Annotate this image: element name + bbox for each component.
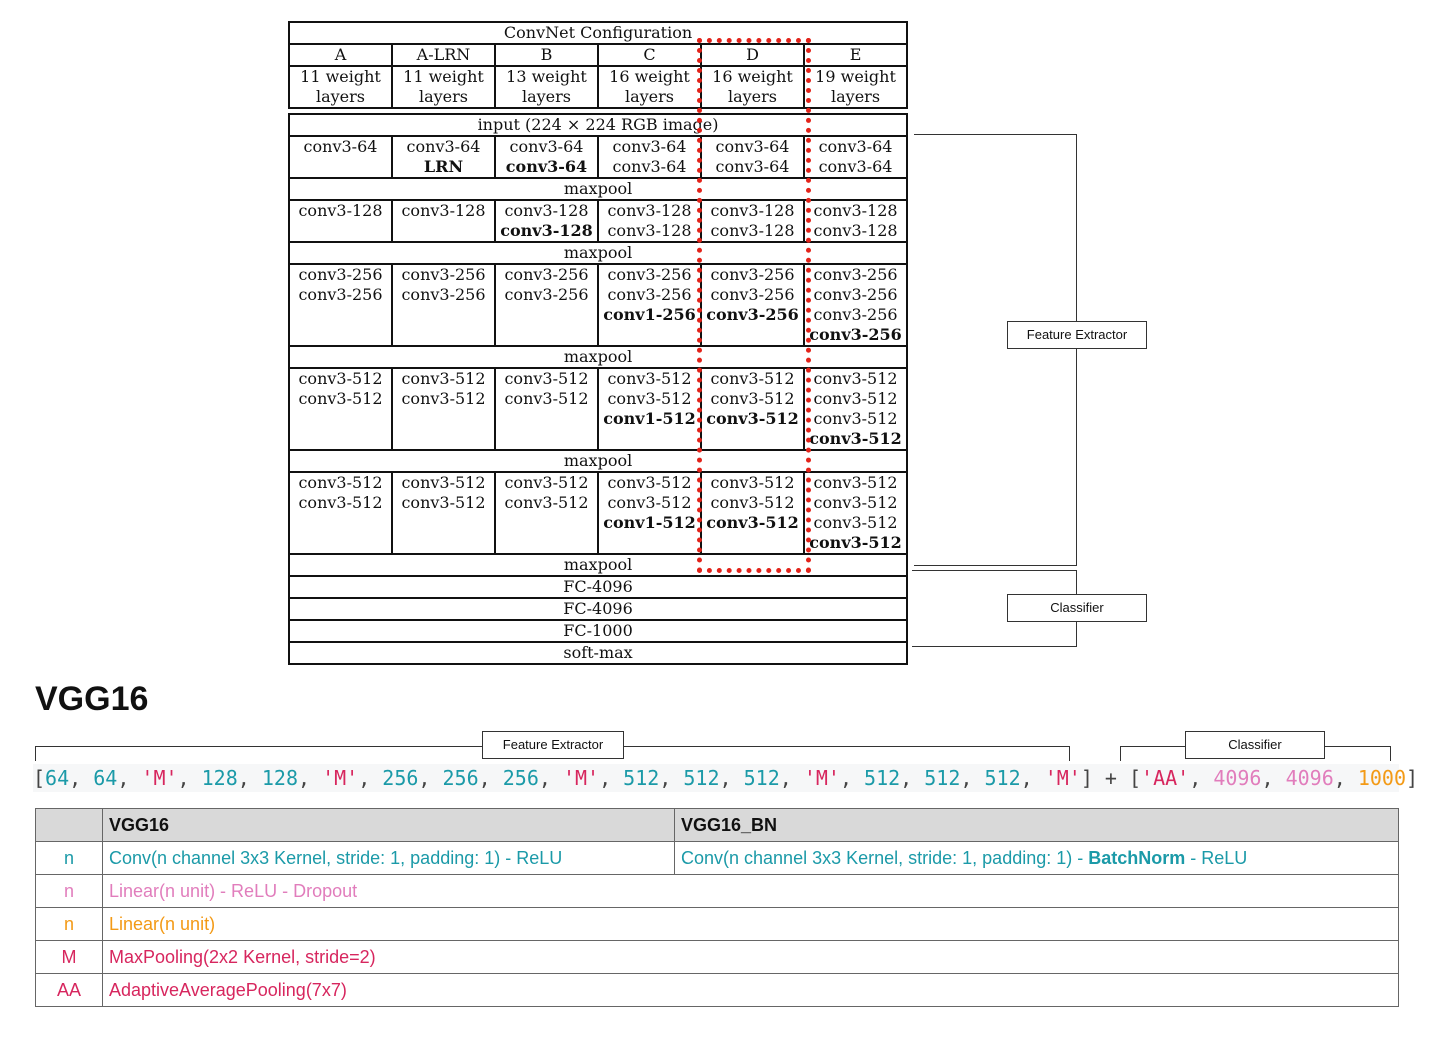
column-name: C [598, 44, 701, 66]
column-name: A-LRN [392, 44, 495, 66]
legend-row-maxpool [36, 941, 1399, 974]
layer-label: conv3-512 [298, 493, 383, 512]
code-token: , [538, 766, 563, 790]
layer-label: conv3-512 [298, 473, 383, 492]
column-desc-line: layers [315, 87, 366, 106]
batchnorm-text: BatchNorm [1088, 847, 1186, 868]
legend-conv-vgg16: Conv(n channel 3x3 Kernel, stride: 1, padding: 1) - ReLU [103, 842, 675, 875]
bn-prefix: Conv(n channel 3x3 Kernel, stride: 1, padding: 1) - [681, 847, 1089, 868]
vgg16-config-code [33, 764, 1419, 792]
legend-conv-vgg16-bn [675, 842, 1399, 875]
legend-symbol: n [36, 842, 103, 875]
legend-symbol: n [36, 875, 103, 908]
tail-row-label-row [289, 642, 907, 664]
code-token: , [1189, 766, 1214, 790]
legend-aa-text: AdaptiveAveragePooling(7x7) [103, 974, 1399, 1007]
vgg16-title: VGG16 [35, 680, 149, 718]
conv-block-cell [804, 264, 907, 346]
maxpool-label-row [289, 346, 907, 368]
code-token: 512 [924, 766, 961, 790]
legend-header-vgg16-bn: VGG16_BN [675, 809, 1399, 842]
layer-label: conv3-512 [401, 493, 486, 512]
layer-label: conv3-64 [406, 137, 481, 156]
layer-label: conv1-512 [603, 513, 696, 532]
conv-block-row [289, 264, 907, 346]
layer-label: conv3-512 [504, 493, 589, 512]
code-token: ] [1080, 766, 1093, 790]
code-token: + [1092, 766, 1129, 790]
code-token: [ [33, 766, 46, 790]
code-token: 64 [45, 766, 70, 790]
config-title-row [289, 22, 907, 44]
layer-label: conv3-512 [710, 369, 795, 388]
code-token: 256 [502, 766, 539, 790]
conv-block-cell [598, 472, 701, 554]
conv-block-cell [289, 264, 392, 346]
legend-row-conv [36, 842, 1399, 875]
layer-label: conv3-64 [818, 137, 893, 156]
classifier-label: Classifier [1007, 594, 1147, 622]
code-token: , [358, 766, 383, 790]
maxpool-label: maxpool [289, 178, 907, 200]
code-token: ] [1406, 766, 1419, 790]
conv-block-row [289, 368, 907, 450]
code-token: 512 [984, 766, 1021, 790]
code-token: , [900, 766, 925, 790]
column-desc-line: layers [727, 87, 778, 106]
legend-symbol: AA [36, 974, 103, 1007]
layer-label: conv3-64 [509, 137, 584, 156]
legend-linear-text: Linear(n unit) - ReLU - Dropout [103, 875, 1399, 908]
conv-block-cell [701, 200, 804, 242]
code-token: 'M' [141, 766, 178, 790]
layer-label: conv3-512 [813, 369, 898, 388]
conv-block-cell [495, 136, 598, 178]
layer-label: conv3-128 [500, 221, 593, 240]
code-token: , [418, 766, 443, 790]
column-desc [392, 66, 495, 108]
layer-label: conv3-512 [813, 513, 898, 532]
layer-label: conv3-128 [813, 201, 898, 220]
layer-label: conv3-64 [612, 137, 687, 156]
legend-header-vgg16: VGG16 [103, 809, 675, 842]
conv-block-cell [495, 368, 598, 450]
layer-label: conv3-512 [607, 369, 692, 388]
conv-block-cell [804, 472, 907, 554]
conv-block-cell [495, 264, 598, 346]
code-token: , [237, 766, 262, 790]
layer-label: conv3-512 [710, 473, 795, 492]
column-desc [598, 66, 701, 108]
code-token: , [839, 766, 865, 790]
column-name: B [495, 44, 598, 66]
conv-block-cell [804, 136, 907, 178]
config-title: ConvNet Configuration [289, 22, 907, 44]
layer-label: conv3-128 [504, 201, 589, 220]
layer-label: conv3-128 [710, 201, 795, 220]
layer-label: conv3-256 [813, 305, 898, 324]
layer-label: conv3-512 [813, 409, 898, 428]
layer-label: conv3-512 [401, 389, 486, 408]
code-feature-extractor-label: Feature Extractor [482, 731, 624, 759]
conv-block-cell [392, 368, 495, 450]
layer-label: conv3-256 [504, 265, 589, 284]
tail-row-label-row [289, 554, 907, 576]
layer-label: conv3-128 [813, 221, 898, 240]
code-token: , [659, 766, 684, 790]
column-desc [289, 66, 392, 108]
layer-label: conv3-512 [298, 369, 383, 388]
conv-block-cell [289, 472, 392, 554]
input-row-label: input (224 × 224 RGB image) [289, 114, 907, 136]
conv-block-row [289, 136, 907, 178]
code-token: 128 [261, 766, 298, 790]
layer-label: conv3-512 [607, 473, 692, 492]
convnet-config-table [288, 21, 906, 665]
feature-extractor-label: Feature Extractor [1007, 321, 1147, 349]
layer-label: conv1-512 [603, 409, 696, 428]
code-token: , [69, 766, 94, 790]
column-desc-line: layers [831, 87, 881, 106]
layer-label: conv3-512 [809, 429, 902, 448]
layer-label: conv3-64 [505, 157, 588, 176]
maxpool-label: maxpool [289, 242, 907, 264]
code-token: , [1333, 766, 1358, 790]
conv-block-cell [598, 368, 701, 450]
code-token: 512 [864, 766, 901, 790]
conv-block-cell [804, 368, 907, 450]
code-token: 1000 [1357, 766, 1407, 790]
conv-block-cell [289, 368, 392, 450]
code-token: , [1261, 766, 1286, 790]
column-desc-line: layers [624, 87, 675, 106]
layer-label: conv1-256 [603, 305, 696, 324]
layer-label: conv3-256 [298, 265, 383, 284]
conv-block-cell [495, 472, 598, 554]
layer-label: conv3-512 [813, 493, 898, 512]
bn-suffix: - ReLU [1185, 847, 1248, 868]
layer-label: conv3-128 [710, 221, 795, 240]
code-token: , [1020, 766, 1045, 790]
layer-label: conv3-512 [504, 389, 589, 408]
column-desc-line: layers [418, 87, 469, 106]
layer-label: conv3-512 [607, 389, 692, 408]
code-token: 128 [201, 766, 238, 790]
code-token: , [297, 766, 323, 790]
maxpool-label: maxpool [289, 346, 907, 368]
code-classifier-label: Classifier [1185, 731, 1325, 759]
layer-label: conv3-256 [607, 285, 692, 304]
layer-label: conv3-128 [607, 221, 692, 240]
column-desc-line: 16 weight [712, 67, 793, 86]
conv-block-cell [701, 368, 804, 450]
code-token: 512 [623, 766, 660, 790]
legend-row-linear [36, 875, 1399, 908]
column-name: A [289, 44, 392, 66]
conv-block-cell [598, 136, 701, 178]
code-token: , [599, 766, 624, 790]
layer-label: conv3-512 [401, 473, 486, 492]
tail-row-label-row [289, 576, 907, 598]
tail-row-label: FC-4096 [289, 576, 907, 598]
column-desc-line: 11 weight [403, 67, 484, 86]
layer-label: conv3-512 [813, 473, 898, 492]
conv-block-cell [804, 200, 907, 242]
layer-label: conv3-512 [504, 369, 589, 388]
layer-label: conv3-64 [715, 157, 790, 176]
layer-label: conv3-512 [607, 493, 692, 512]
code-token: , [960, 766, 985, 790]
code-token: 256 [442, 766, 479, 790]
column-desc [804, 66, 907, 108]
tail-row-label-row [289, 620, 907, 642]
feature-extractor-bracket [914, 134, 1077, 566]
code-token: , [719, 766, 744, 790]
layer-label: conv3-512 [710, 493, 795, 512]
conv-block-cell [701, 136, 804, 178]
conv-block-cell [392, 264, 495, 346]
code-token: , [177, 766, 202, 790]
conv-block-cell [289, 136, 392, 178]
legend-symbol: M [36, 941, 103, 974]
legend-symbol: n [36, 908, 103, 941]
layer-label: conv3-256 [813, 285, 898, 304]
layer-label: conv3-64 [818, 157, 893, 176]
legend-row-adaptive-avg-pool [36, 974, 1399, 1007]
conv-block-row [289, 472, 907, 554]
layer-label: LRN [423, 157, 464, 176]
layer-label: conv3-256 [710, 285, 795, 304]
maxpool-label: maxpool [289, 450, 907, 472]
legend-header-symbol [36, 809, 103, 842]
code-token: 'M' [1044, 766, 1081, 790]
legend-header-row [36, 809, 1399, 842]
layer-label: conv3-256 [706, 305, 799, 324]
layer-label: conv3-64 [715, 137, 790, 156]
layer-label: conv3-256 [607, 265, 692, 284]
conv-block-cell [392, 472, 495, 554]
layer-label: conv3-512 [813, 389, 898, 408]
code-token: 512 [683, 766, 720, 790]
code-token: 512 [743, 766, 780, 790]
layer-label: conv3-512 [504, 473, 589, 492]
layer-label: conv3-256 [401, 285, 486, 304]
legend-row-final-linear [36, 908, 1399, 941]
maxpool-label-row [289, 450, 907, 472]
code-token: 64 [93, 766, 118, 790]
tail-row-label: soft-max [289, 642, 907, 664]
maxpool-label-row [289, 242, 907, 264]
layer-label: conv3-256 [710, 265, 795, 284]
layer-label: conv3-256 [401, 265, 486, 284]
conv-block-row [289, 200, 907, 242]
layer-label: conv3-512 [401, 369, 486, 388]
tail-row-label-row [289, 598, 907, 620]
column-desc-line: 19 weight [815, 67, 896, 86]
tail-row-label: maxpool [289, 554, 907, 576]
code-token: , [478, 766, 503, 790]
layer-label: conv3-256 [813, 265, 898, 284]
layer-label: conv3-256 [504, 285, 589, 304]
layer-label: conv3-128 [607, 201, 692, 220]
conv-block-cell [598, 200, 701, 242]
column-desc-line: 11 weight [300, 67, 381, 86]
code-token: 256 [382, 766, 419, 790]
code-token: , [779, 766, 804, 790]
code-token: 'M' [562, 766, 600, 790]
input-row-label-row [289, 114, 907, 136]
code-token: 'M' [803, 766, 840, 790]
column-name: E [804, 44, 907, 66]
conv-block-cell [701, 472, 804, 554]
config-table [288, 21, 908, 665]
layer-label: conv3-512 [706, 409, 799, 428]
layer-label: conv3-128 [401, 201, 486, 220]
conv-block-cell [289, 200, 392, 242]
layer-legend-table [35, 808, 1399, 1007]
conv-block-cell [495, 200, 598, 242]
layer-label: conv3-256 [298, 285, 383, 304]
layer-label: conv3-512 [809, 533, 902, 552]
code-token: 4096 [1213, 766, 1262, 790]
column-desc [495, 66, 598, 108]
column-desc-line: layers [521, 87, 572, 106]
conv-block-cell [598, 264, 701, 346]
tail-row-label: FC-4096 [289, 598, 907, 620]
column-header-row [289, 44, 907, 66]
layer-label: conv3-512 [298, 389, 383, 408]
column-desc-line: 13 weight [506, 67, 587, 86]
layer-label: conv3-512 [710, 389, 795, 408]
column-desc [701, 66, 804, 108]
layer-label: conv3-64 [303, 137, 378, 156]
layer-label: conv3-64 [612, 157, 687, 176]
legend-final-linear-text: Linear(n unit) [103, 908, 1399, 941]
tail-row-label: FC-1000 [289, 620, 907, 642]
layer-label: conv3-256 [809, 325, 902, 344]
code-token: 4096 [1285, 766, 1334, 790]
code-token: , [117, 766, 142, 790]
code-token: [ [1129, 766, 1142, 790]
conv-block-cell [392, 136, 495, 178]
maxpool-label-row [289, 178, 907, 200]
code-token: 'M' [322, 766, 359, 790]
column-desc-row [289, 66, 907, 108]
conv-block-cell [701, 264, 804, 346]
code-token: 'AA' [1141, 766, 1190, 790]
layer-label: conv3-512 [706, 513, 799, 532]
column-desc-line: 16 weight [609, 67, 690, 86]
layer-label: conv3-128 [298, 201, 383, 220]
conv-block-cell [392, 200, 495, 242]
column-name: D [701, 44, 804, 66]
legend-maxpool-text: MaxPooling(2x2 Kernel, stride=2) [103, 941, 1399, 974]
